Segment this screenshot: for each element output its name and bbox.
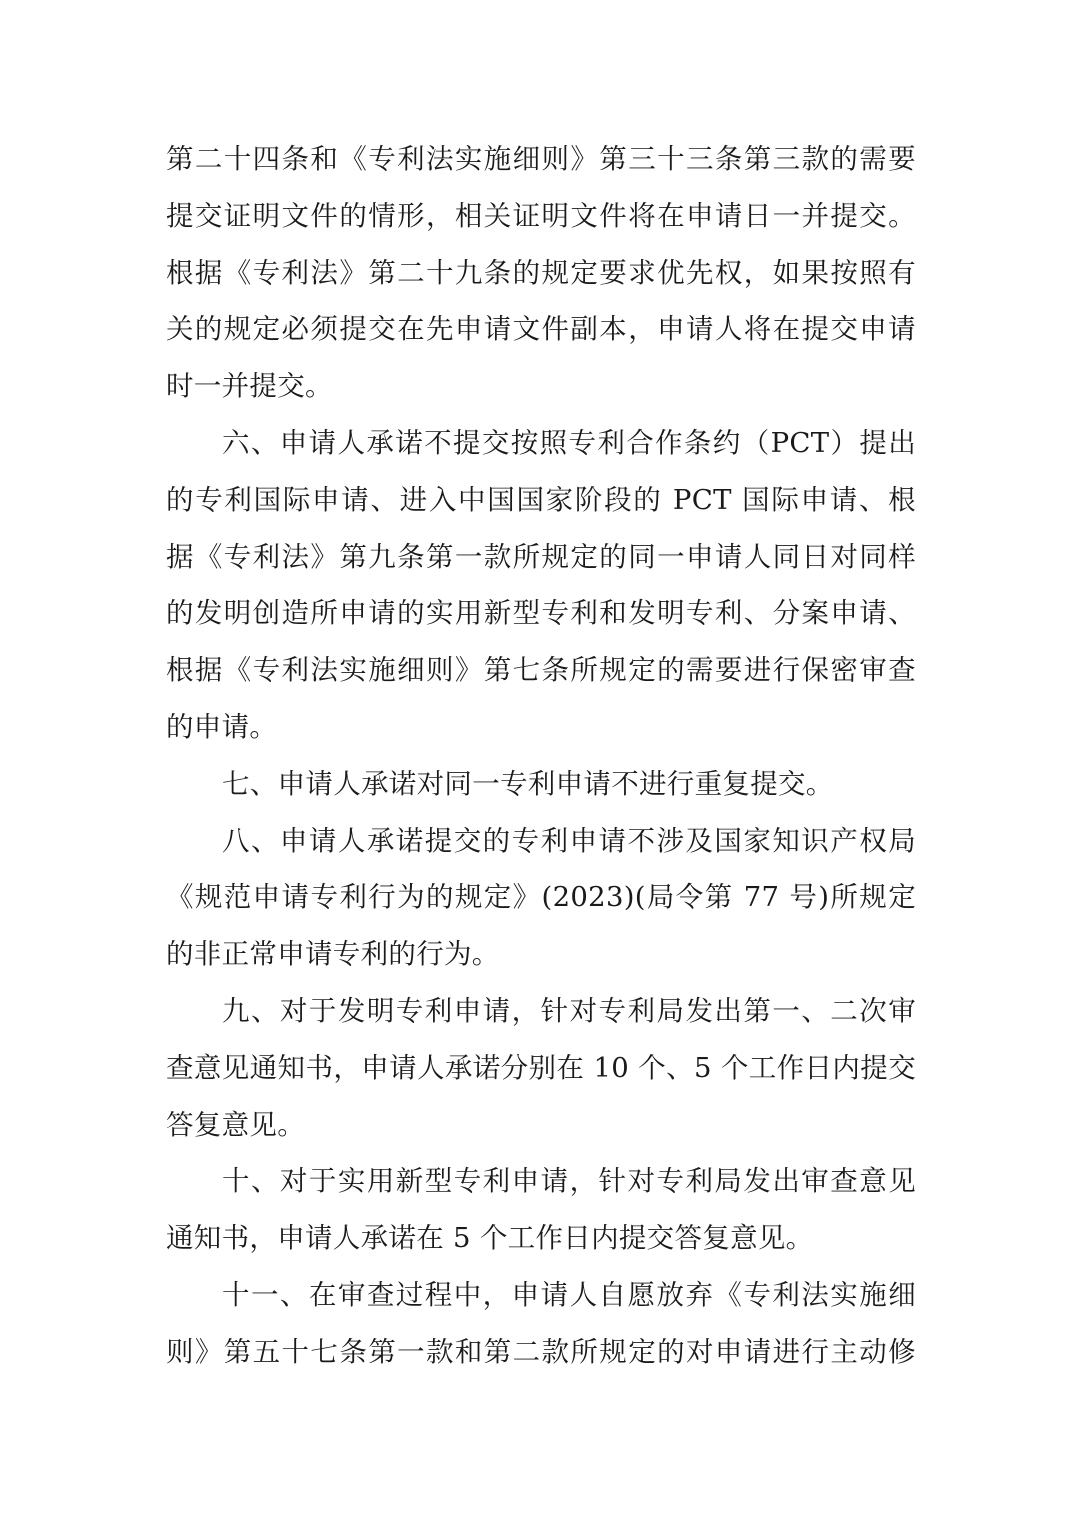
text-line: 答复意见。 xyxy=(166,1108,305,1141)
text-line: 的非正常申请专利的行为。 xyxy=(166,938,500,971)
paragraph-seven-line: 七、申请人承诺对同一专利申请不进行重复提交。 xyxy=(222,767,834,800)
text-line: 《规范申请专利行为的规定》(2023)(局令第 77 号)所规定 xyxy=(166,881,916,914)
text-line: 第二十四条和《专利法实施细则》第三十三条第三款的需要 xyxy=(166,143,916,175)
text-line: 根据《专利法实施细则》第七条所规定的需要进行保密审查 xyxy=(166,654,916,687)
text-line: 据《专利法》第九条第一款所规定的同一申请人同日对同样 xyxy=(166,540,916,573)
paragraph-six-line: 六、申请人承诺不提交按照专利合作条约（PCT）提出 xyxy=(222,426,916,459)
text-line: 的申请。 xyxy=(166,710,278,743)
document-body xyxy=(166,131,916,1381)
text-line: 则》第五十七条第一款和第二款所规定的对申请进行主动修 xyxy=(166,1335,916,1368)
paragraph-ten-line: 十、对于实用新型专利申请，针对专利局发出审查意见 xyxy=(222,1165,916,1198)
paragraph-eleven-line: 十一、在审查过程中，申请人自愿放弃《专利法实施细 xyxy=(222,1278,916,1311)
text-line: 提交证明文件的情形，相关证明文件将在申请日一并提交。 xyxy=(166,199,916,232)
text-line: 的专利国际申请、进入中国国家阶段的 PCT 国际申请、根 xyxy=(166,483,916,516)
text-line: 通知书，申请人承诺在 5 个工作日内提交答复意见。 xyxy=(166,1222,814,1255)
text-line: 时一并提交。 xyxy=(166,370,333,403)
text-line: 查意见通知书，申请人承诺分别在 10 个、5 个工作日内提交 xyxy=(166,1051,916,1084)
paragraph-nine-line: 九、对于发明专利申请，针对专利局发出第一、二次审 xyxy=(222,994,916,1027)
text-line: 根据《专利法》第二十九条的规定要求优先权，如果按照有 xyxy=(166,256,916,289)
paragraph-eight-line: 八、申请人承诺提交的专利申请不涉及国家知识产权局 xyxy=(222,824,916,857)
text-line: 关的规定必须提交在先申请文件副本，申请人将在提交申请 xyxy=(166,313,916,346)
text-line: 的发明创造所申请的实用新型专利和发明专利、分案申请、 xyxy=(166,597,916,630)
